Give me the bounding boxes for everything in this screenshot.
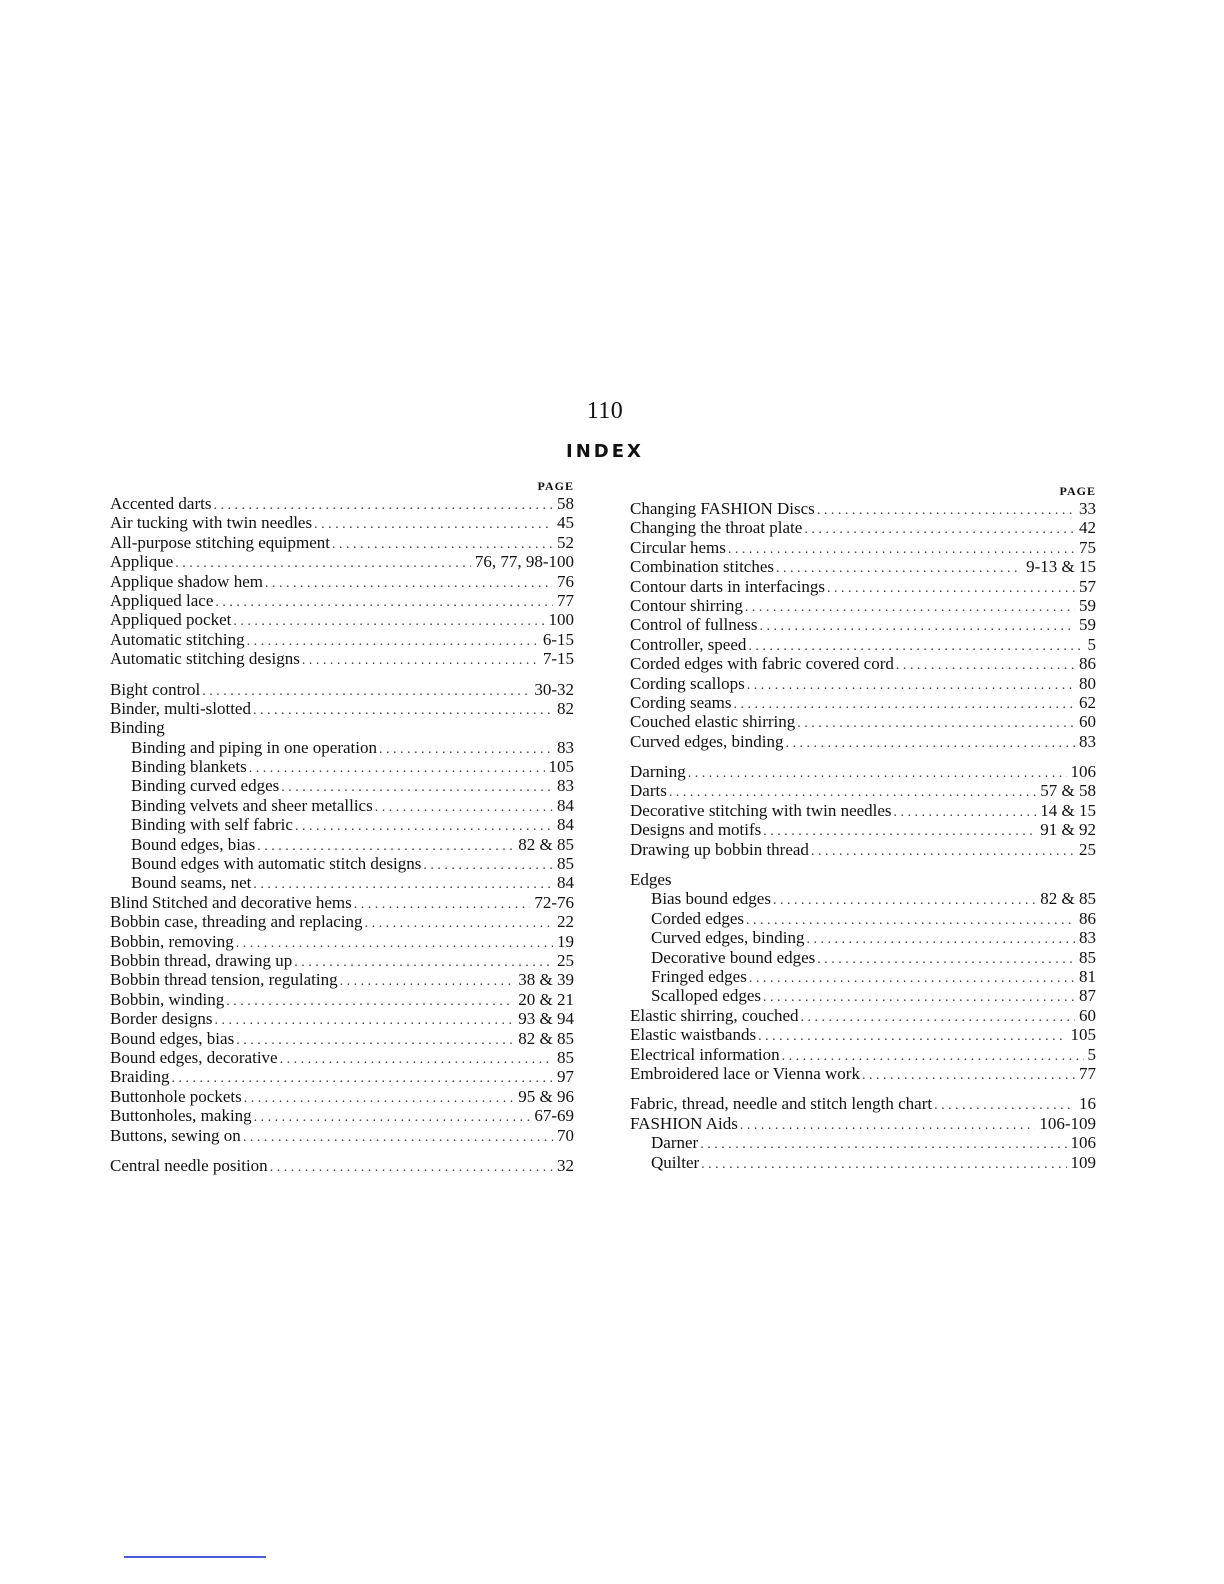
index-entry-pages: 16 xyxy=(1079,1094,1096,1114)
index-entry xyxy=(630,781,1096,800)
index-entry xyxy=(630,538,1096,557)
index-entry-pages: 77 xyxy=(557,590,574,610)
index-entry-pages: 83 xyxy=(1079,731,1096,751)
index-entry xyxy=(630,712,1096,731)
dot-leader xyxy=(827,579,1075,598)
index-entry xyxy=(110,533,574,552)
index-entry-pages: 91 & 92 xyxy=(1040,820,1096,840)
index-entry-pages: 84 xyxy=(557,873,574,893)
index-entry xyxy=(630,557,1096,576)
index-entry-pages: 81 xyxy=(1079,966,1096,986)
index-entry-pages: 45 xyxy=(557,513,574,533)
index-entry-label: Central needle position xyxy=(110,1155,268,1175)
index-entry xyxy=(630,762,1096,781)
index-entry xyxy=(110,572,574,591)
index-entry xyxy=(630,518,1096,537)
index-entry-label: Binding xyxy=(110,718,165,738)
index-entry xyxy=(630,1094,1096,1113)
index-entry xyxy=(630,615,1096,634)
index-entry-label: Changing the throat plate xyxy=(630,518,803,538)
dot-leader xyxy=(785,734,1075,753)
index-entry xyxy=(110,912,574,931)
index-entry xyxy=(630,1133,1096,1152)
dot-leader xyxy=(302,651,539,670)
dot-leader xyxy=(797,714,1075,733)
dot-leader xyxy=(760,617,1076,636)
index-entry-pages: 38 & 39 xyxy=(518,970,574,990)
dot-leader xyxy=(701,1155,1066,1174)
dot-leader xyxy=(249,759,545,778)
index-entry-pages: 60 xyxy=(1079,1005,1096,1025)
footer-rule xyxy=(124,1556,266,1558)
index-entry-pages: 85 xyxy=(557,854,574,874)
index-entry-pages: 22 xyxy=(557,912,574,932)
index-entry-pages: 83 xyxy=(1079,928,1096,948)
index-entry-label: Bobbin, removing xyxy=(110,931,234,951)
index-entry xyxy=(110,513,574,532)
index-entry-label: Appliqued pocket xyxy=(110,610,232,630)
index-entry-pages: 25 xyxy=(557,950,574,970)
index-entry xyxy=(110,649,574,668)
index-entry-label: Bound edges with automatic stitch designs xyxy=(131,854,422,874)
index-entry xyxy=(110,776,574,795)
dot-leader xyxy=(728,540,1075,559)
page-column-header: PAGE xyxy=(1059,484,1096,498)
index-entry-label: Changing FASHION Discs xyxy=(630,499,815,518)
index-entry-label: Bias bound edges xyxy=(651,889,771,909)
index-entry-pages: 59 xyxy=(1079,595,1096,615)
index-entry-pages: 82 xyxy=(557,698,574,718)
index-entry-pages: 30-32 xyxy=(534,679,574,699)
dot-leader xyxy=(745,598,1075,617)
index-entry-pages: 6-15 xyxy=(542,629,574,649)
index-entry-pages: 106 xyxy=(1070,762,1096,782)
index-entry xyxy=(110,932,574,951)
dot-leader xyxy=(747,676,1075,695)
index-entry-label: All-purpose stitching equipment xyxy=(110,532,331,552)
index-heading: INDEX xyxy=(566,441,644,462)
index-entry-list xyxy=(630,499,1096,1172)
index-entry xyxy=(630,674,1096,693)
index-entry xyxy=(630,820,1096,839)
index-entry-pages: 100 xyxy=(548,610,574,630)
index-entry-label: Cording scallops xyxy=(630,673,745,693)
index-entry xyxy=(630,1114,1096,1133)
index-entry-pages: 70 xyxy=(557,1125,574,1145)
dot-leader xyxy=(740,1116,1035,1135)
dot-leader xyxy=(700,1135,1066,1154)
dot-leader xyxy=(375,798,553,817)
index-entry-label: Fabric, thread, needle and stitch length chart xyxy=(630,1094,933,1114)
index-entry-pages: 57 & 58 xyxy=(1040,781,1096,801)
index-entry-label: Embroidered lace or Vienna work xyxy=(630,1063,860,1083)
index-entry-pages: 77 xyxy=(1079,1063,1096,1083)
index-entry-label: Automatic stitching xyxy=(110,629,245,649)
index-column-left xyxy=(110,478,574,1175)
index-entry-label: Cording seams xyxy=(630,692,732,712)
index-entry xyxy=(110,552,574,571)
index-entry-label: Binding curved edges xyxy=(131,776,280,796)
index-entry-label: Curved edges, binding xyxy=(630,731,784,751)
index-entry-pages: 9-13 & 15 xyxy=(1026,557,1096,577)
index-entry-label: Binding velvets and sheer metallics xyxy=(131,795,373,815)
index-entry-pages: 106 xyxy=(1070,1133,1096,1153)
index-entry-label: Applique xyxy=(110,552,174,572)
index-entry-label: Border designs xyxy=(110,1009,213,1029)
index-entry-pages: 75 xyxy=(1079,537,1096,557)
index-entry xyxy=(630,909,1096,928)
index-entry xyxy=(110,1067,574,1086)
index-entry-pages: 82 & 85 xyxy=(518,1028,574,1048)
dot-leader xyxy=(215,593,553,612)
index-entry xyxy=(630,499,1096,518)
index-entry-pages: 93 & 94 xyxy=(518,1009,574,1029)
index-entry xyxy=(630,948,1096,967)
dot-leader xyxy=(806,930,1075,949)
index-entry xyxy=(630,577,1096,596)
dot-leader xyxy=(423,856,553,875)
dot-leader xyxy=(270,1158,553,1177)
index-entry-pages: 59 xyxy=(1079,615,1096,635)
index-entry-label: Corded edges with fabric covered cord xyxy=(630,654,894,674)
index-entry xyxy=(110,893,574,912)
dot-leader xyxy=(354,895,531,914)
dot-leader xyxy=(265,574,553,593)
index-entry xyxy=(110,1156,574,1175)
index-entry-pages: 82 & 85 xyxy=(1040,889,1096,909)
index-entry-pages: 105 xyxy=(1070,1025,1096,1045)
index-entry-label: Darning xyxy=(630,762,686,782)
index-entry-pages: 19 xyxy=(557,931,574,951)
dot-leader xyxy=(233,612,544,631)
index-entry-label: Edges xyxy=(630,870,672,890)
index-entry-pages: 95 & 96 xyxy=(518,1086,574,1106)
index-entry xyxy=(110,854,574,873)
index-entry-list xyxy=(110,494,574,1175)
index-entry xyxy=(630,801,1096,820)
index-entry xyxy=(630,1006,1096,1025)
index-entry-pages: 57 xyxy=(1079,576,1096,596)
dot-leader xyxy=(202,682,530,701)
index-entry-label: Contour darts in interfacings xyxy=(630,576,825,596)
dot-leader xyxy=(379,740,553,759)
index-entry-label: Decorative stitching with twin needles xyxy=(630,800,892,820)
index-entry xyxy=(110,1087,574,1106)
index-entry xyxy=(630,1064,1096,1083)
index-entry xyxy=(110,1048,574,1067)
index-entry-label: Bobbin case, threading and replacing xyxy=(110,912,363,932)
index-entry-pages: 97 xyxy=(557,1067,574,1087)
index-entry-label: Automatic stitching designs xyxy=(110,649,300,669)
index-entry-label: Scalloped edges xyxy=(651,986,761,1006)
index-entry xyxy=(110,494,574,513)
index-entry-label: Accented darts xyxy=(110,494,212,513)
index-entry-label: Bound edges, bias xyxy=(131,834,256,854)
index-entry xyxy=(630,596,1096,615)
index-entry-pages: 42 xyxy=(1079,518,1096,538)
page-number: 110 xyxy=(586,398,624,424)
index-entry-label: Elastic waistbands xyxy=(630,1025,757,1045)
index-entry-label: Darner xyxy=(651,1133,699,1153)
dot-leader xyxy=(244,1089,515,1108)
dot-leader xyxy=(254,1108,531,1127)
index-entry xyxy=(110,610,574,629)
index-entry-pages: 58 xyxy=(557,494,574,513)
index-entry-label: Circular hems xyxy=(630,537,726,557)
index-entry-pages: 60 xyxy=(1079,712,1096,732)
index-entry xyxy=(110,970,574,989)
index-entry-label: Braiding xyxy=(110,1067,170,1087)
dot-leader xyxy=(243,1128,553,1147)
dot-leader xyxy=(365,914,553,933)
index-entry-label: Electrical information xyxy=(630,1044,780,1064)
dot-leader xyxy=(758,1027,1066,1046)
index-entry xyxy=(630,986,1096,1005)
dot-leader xyxy=(811,842,1075,861)
index-entry-pages: 5 xyxy=(1087,1044,1096,1064)
index-entry-pages: 106-109 xyxy=(1039,1113,1096,1133)
dot-leader xyxy=(214,1011,514,1030)
index-entry-label: Appliqued lace xyxy=(110,590,214,610)
dot-leader xyxy=(804,520,1075,539)
index-entry-label: Couched elastic shirring xyxy=(630,712,796,732)
index-entry xyxy=(630,967,1096,986)
index-entry xyxy=(110,699,574,718)
index-entry-pages: 84 xyxy=(557,815,574,835)
index-entry-pages: 86 xyxy=(1079,654,1096,674)
index-entry-label: Applique shadow hem xyxy=(110,571,263,591)
index-entry-pages: 33 xyxy=(1079,499,1096,518)
dot-leader xyxy=(314,515,553,534)
index-entry-label: Darts xyxy=(630,781,667,801)
index-entry-pages: 83 xyxy=(557,737,574,757)
index-entry-pages: 72-76 xyxy=(534,892,574,912)
index-entry xyxy=(110,630,574,649)
index-entry-pages: 82 & 85 xyxy=(518,834,574,854)
dot-leader xyxy=(295,817,553,836)
dot-leader xyxy=(894,803,1037,822)
index-entry xyxy=(110,757,574,776)
index-entry-label: Drawing up bobbin thread xyxy=(630,839,809,859)
dot-leader xyxy=(280,1050,553,1069)
dot-leader xyxy=(801,1008,1075,1027)
index-entry xyxy=(630,840,1096,859)
index-entry-label: Bobbin thread tension, regulating xyxy=(110,970,338,990)
dot-leader xyxy=(862,1066,1075,1085)
index-entry-pages: 85 xyxy=(557,1047,574,1067)
page-column-header: PAGE xyxy=(537,479,574,493)
index-entry-label: Binding blankets xyxy=(131,757,247,777)
dot-leader xyxy=(749,969,1075,988)
index-entry xyxy=(110,1126,574,1145)
dot-leader xyxy=(236,1031,514,1050)
index-entry-label: Bound seams, net xyxy=(131,873,252,893)
index-entry xyxy=(630,870,1096,889)
index-entry-label: Fringed edges xyxy=(651,966,747,986)
index-entry-pages: 32 xyxy=(557,1155,574,1175)
index-entry-label: Buttons, sewing on xyxy=(110,1125,241,1145)
index-entry-label: Corded edges xyxy=(651,908,745,928)
index-entry-label: Binder, multi-slotted xyxy=(110,698,251,718)
index-entry-label: Bobbin, winding xyxy=(110,989,225,1009)
dot-leader xyxy=(763,988,1075,1007)
index-entry xyxy=(110,1029,574,1048)
dot-leader xyxy=(896,656,1075,675)
index-entry-pages: 52 xyxy=(557,532,574,552)
index-entry xyxy=(630,732,1096,751)
index-entry-pages: 85 xyxy=(1079,947,1096,967)
index-entry xyxy=(110,990,574,1009)
index-entry-label: Buttonhole pockets xyxy=(110,1086,242,1106)
index-entry-label: Bound edges, decorative xyxy=(110,1047,278,1067)
index-entry-label: FASHION Aids xyxy=(630,1113,738,1133)
index-entry-pages: 83 xyxy=(557,776,574,796)
dot-leader xyxy=(773,891,1036,910)
index-entry-label: Contour shirring xyxy=(630,595,743,615)
index-entry xyxy=(630,1153,1096,1172)
dot-leader xyxy=(817,950,1075,969)
index-entry-pages: 76 xyxy=(557,571,574,591)
index-entry-label: Air tucking with twin needles xyxy=(110,513,313,533)
index-entry-label: Controller, speed xyxy=(630,634,747,654)
index-entry-pages: 76, 77, 98-100 xyxy=(474,552,574,572)
index-entry xyxy=(630,635,1096,654)
index-entry xyxy=(630,889,1096,908)
index-entry-pages: 109 xyxy=(1070,1152,1096,1172)
index-entry xyxy=(630,928,1096,947)
index-entry xyxy=(630,654,1096,673)
index-entry xyxy=(110,591,574,610)
dot-leader xyxy=(226,992,514,1011)
dot-leader xyxy=(253,701,553,720)
index-entry-pages: 87 xyxy=(1079,986,1096,1006)
index-entry-label: Elastic shirring, couched xyxy=(630,1005,799,1025)
index-entry xyxy=(110,718,574,737)
index-entry-label: Bobbin thread, drawing up xyxy=(110,950,293,970)
index-entry xyxy=(630,1045,1096,1064)
index-entry-pages: 67-69 xyxy=(534,1106,574,1126)
index-entry-pages: 80 xyxy=(1079,673,1096,693)
index-entry-label: Control of fullness xyxy=(630,615,758,635)
index-entry xyxy=(110,951,574,970)
index-entry-pages: 25 xyxy=(1079,839,1096,859)
index-entry-label: Combination stitches xyxy=(630,557,775,577)
index-entry xyxy=(110,873,574,892)
index-entry-label: Blind Stitched and decorative hems xyxy=(110,892,352,912)
index-entry-label: Bound edges, bias xyxy=(110,1028,235,1048)
index-entry-pages: 5 xyxy=(1087,634,1096,654)
index-entry-label: Designs and motifs xyxy=(630,820,762,840)
index-entry-label: Bight control xyxy=(110,679,201,699)
index-entry-label: Binding with self fabric xyxy=(131,815,293,835)
index-entry xyxy=(110,680,574,699)
index-entry xyxy=(110,796,574,815)
index-entry-pages: 62 xyxy=(1079,692,1096,712)
index-entry xyxy=(110,815,574,834)
index-entry-pages: 105 xyxy=(548,757,574,777)
index-entry-label: Quilter xyxy=(651,1152,700,1172)
index-entry xyxy=(630,1025,1096,1044)
index-entry-label: Decorative bound edges xyxy=(651,947,816,967)
index-entry xyxy=(630,693,1096,712)
index-entry-label: Curved edges, binding xyxy=(651,928,805,948)
index-entry-label: Binding and piping in one operation xyxy=(131,737,377,757)
index-entry xyxy=(110,738,574,757)
index-entry xyxy=(110,835,574,854)
index-entry-label: Buttonholes, making xyxy=(110,1106,252,1126)
index-entry-pages: 7-15 xyxy=(542,649,574,669)
dot-leader xyxy=(817,501,1075,520)
index-entry-pages: 86 xyxy=(1079,908,1096,928)
dot-leader xyxy=(340,972,515,991)
index-entry xyxy=(110,1106,574,1125)
index-entry-pages: 84 xyxy=(557,795,574,815)
dot-leader xyxy=(688,764,1067,783)
index-entry-pages: 14 & 15 xyxy=(1040,800,1096,820)
index-column-right xyxy=(630,483,1096,1172)
index-entry xyxy=(110,1009,574,1028)
index-entry-pages: 20 & 21 xyxy=(518,989,574,1009)
